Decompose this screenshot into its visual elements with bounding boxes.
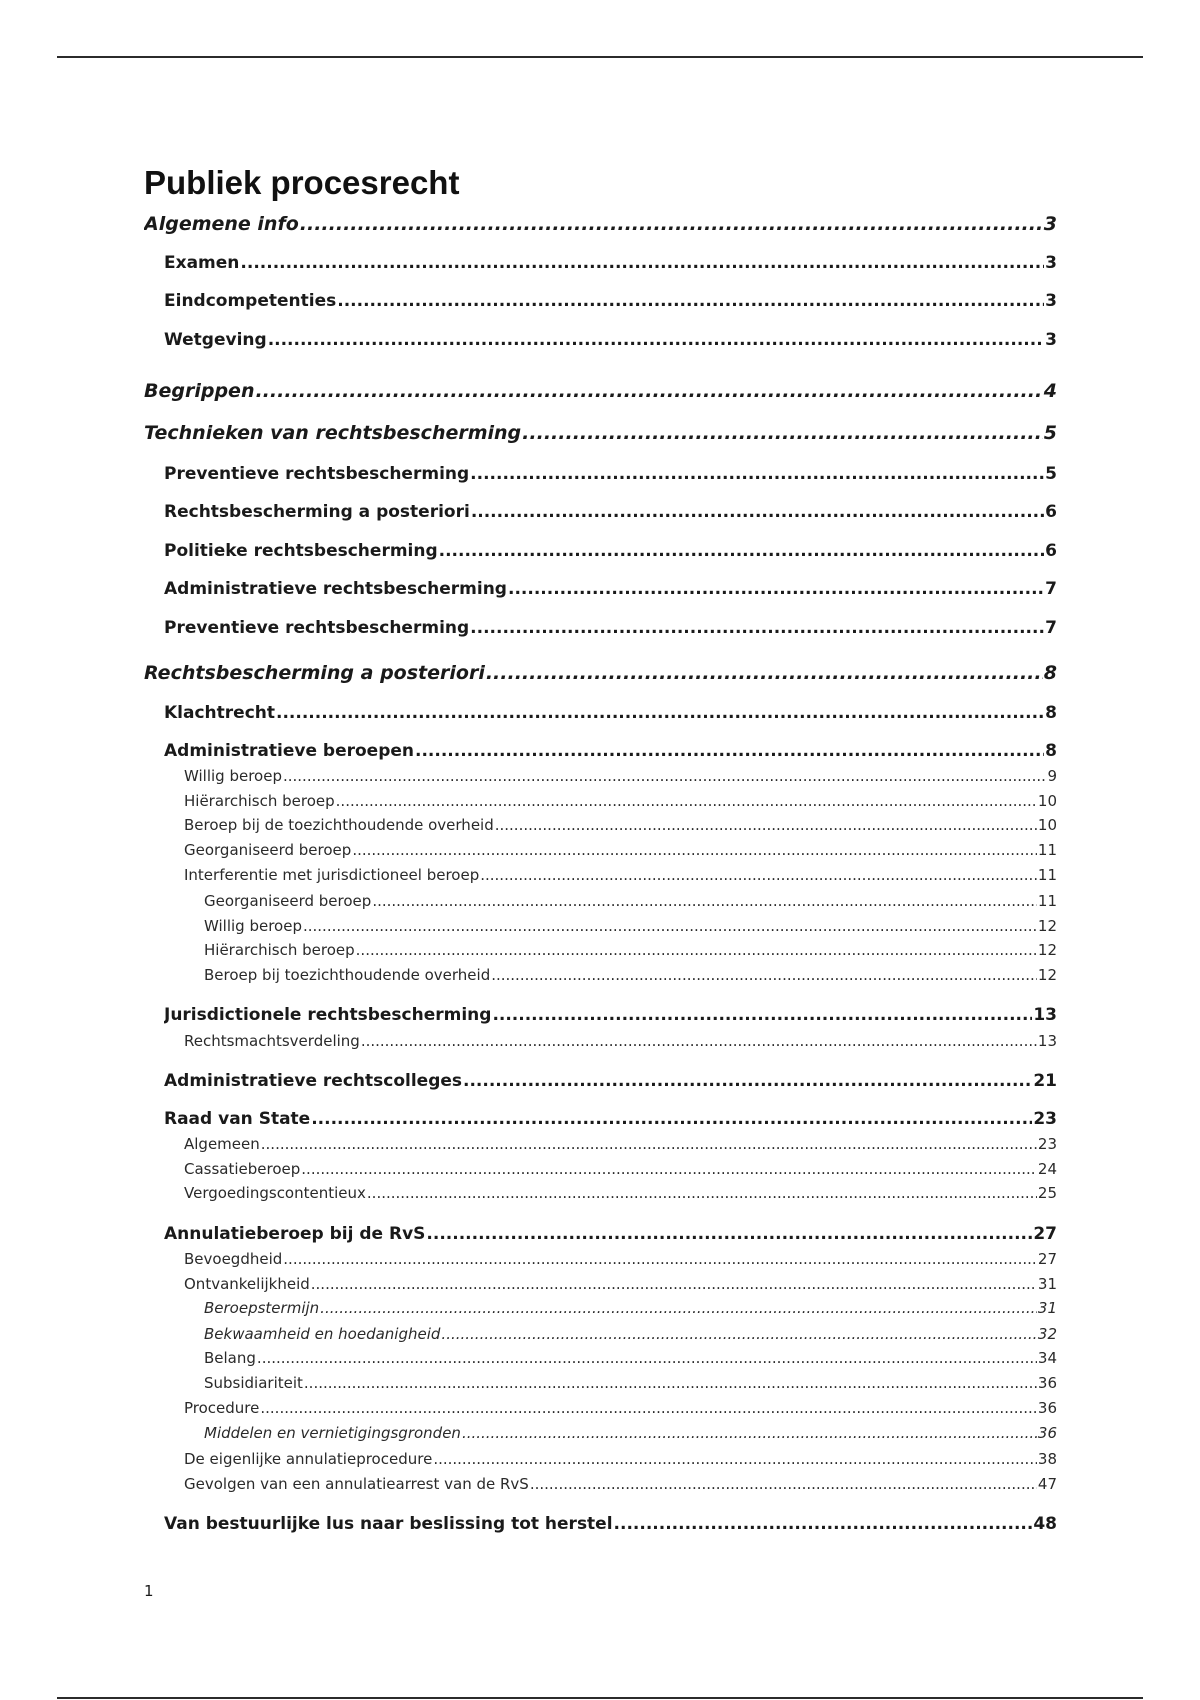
toc-entry-page: 12 (1037, 941, 1057, 959)
toc-dot-leader (240, 252, 1044, 274)
toc-entry-title: Willig beroep (184, 767, 282, 785)
toc-entry[interactable] (144, 661, 1057, 685)
toc-entry-page: 7 (1045, 579, 1057, 599)
toc-entry-page: 24 (1037, 1160, 1057, 1178)
toc-dot-leader (261, 1135, 1037, 1154)
toc-entry-title: Hiërarchisch beroep (204, 941, 355, 959)
toc-dot-leader (614, 1513, 1033, 1535)
toc-entry-title: Begrippen (144, 380, 255, 402)
toc-dot-leader (361, 1032, 1037, 1051)
toc-entry-page: 8 (1045, 741, 1057, 761)
toc-entry-page: 11 (1037, 841, 1057, 859)
toc-entry[interactable] (204, 1424, 1057, 1443)
toc-entry[interactable] (184, 1184, 1057, 1203)
toc-entry-page: 8 (1043, 662, 1057, 684)
toc-entry[interactable] (164, 578, 1057, 600)
toc-entry-title: Bekwaamheid en hoedanigheid (204, 1325, 441, 1343)
toc-dot-leader (463, 1070, 1032, 1092)
toc-entry-title: Procedure (184, 1399, 260, 1417)
toc-entry[interactable] (164, 702, 1057, 724)
toc-entry[interactable] (144, 379, 1057, 403)
toc-entry-title: Georganiseerd beroep (204, 892, 372, 910)
toc-entry-page: 36 (1037, 1424, 1057, 1442)
toc-entry-title: Preventieve rechtsbescherming (164, 618, 470, 638)
toc-entry-title: Beroepstermijn (204, 1299, 320, 1317)
toc-entry[interactable] (184, 792, 1057, 811)
toc-entry-page: 34 (1037, 1349, 1057, 1367)
toc-entry-page: 27 (1033, 1224, 1057, 1244)
toc-dot-leader (268, 329, 1044, 351)
toc-entry[interactable] (164, 1108, 1057, 1130)
toc-dot-leader (372, 892, 1037, 911)
toc-entry-title: Eindcompetenties (164, 291, 337, 311)
toc-entry-title: Administratieve rechtsbescherming (164, 579, 507, 599)
toc-entry[interactable] (164, 252, 1057, 274)
toc-entry-page: 7 (1045, 618, 1057, 638)
toc-entry[interactable] (204, 1349, 1057, 1368)
toc-entry-page: 3 (1045, 291, 1057, 311)
toc-entry[interactable] (144, 421, 1057, 445)
toc-dot-leader (257, 1349, 1037, 1368)
toc-dot-leader (415, 740, 1044, 762)
toc-dot-leader (439, 540, 1045, 562)
toc-entry-page: 25 (1037, 1184, 1057, 1202)
toc-entry[interactable] (164, 1070, 1057, 1092)
toc-entry-page: 23 (1033, 1109, 1057, 1129)
toc-entry[interactable] (164, 290, 1057, 312)
toc-dot-leader (337, 290, 1044, 312)
toc-entry[interactable] (164, 1223, 1057, 1245)
toc-entry-page: 36 (1037, 1399, 1057, 1417)
toc-dot-leader (320, 1299, 1037, 1318)
toc-entry[interactable] (204, 1325, 1057, 1344)
toc-dot-leader (471, 501, 1044, 523)
page-number: 1 (144, 1582, 154, 1600)
toc-entry-page: 31 (1037, 1275, 1057, 1293)
toc-entry[interactable] (164, 540, 1057, 562)
toc-dot-leader (356, 941, 1037, 960)
toc-dot-leader (433, 1450, 1037, 1469)
toc-dot-leader (470, 617, 1044, 639)
toc-entry-page: 21 (1033, 1071, 1057, 1091)
page-title: Publiek procesrecht (144, 164, 460, 201)
toc-dot-leader (530, 1475, 1037, 1494)
toc-entry-title: Algemene info (144, 213, 299, 235)
toc-dot-leader (367, 1184, 1037, 1203)
toc-dot-leader (301, 1160, 1037, 1179)
toc-dot-leader (495, 816, 1037, 835)
toc-entry-page: 47 (1037, 1475, 1057, 1493)
toc-dot-leader (276, 702, 1044, 724)
toc-entry-title: Subsidiariteit (204, 1374, 303, 1392)
toc-entry[interactable] (204, 917, 1057, 936)
toc-entry-page: 31 (1037, 1299, 1057, 1317)
toc-dot-leader (260, 1399, 1037, 1418)
toc-entry[interactable] (184, 1160, 1057, 1179)
toc-dot-leader (303, 917, 1037, 936)
toc-entry[interactable] (204, 892, 1057, 911)
toc-entry-page: 38 (1037, 1450, 1057, 1468)
toc-entry-title: Jurisdictionele rechtsbescherming (164, 1005, 492, 1025)
toc-entry[interactable] (184, 816, 1057, 835)
toc-entry[interactable] (164, 1004, 1057, 1026)
toc-entry-title: Beroep bij toezichthoudende overheid (204, 966, 491, 984)
toc-entry-title: De eigenlijke annulatieprocedure (184, 1450, 433, 1468)
toc-entry-title: Politieke rechtsbescherming (164, 541, 438, 561)
toc-entry-title: Bevoegdheid (184, 1250, 283, 1268)
toc-entry[interactable] (184, 1250, 1057, 1269)
toc-entry-title: Cassatieberoep (184, 1160, 301, 1178)
toc-dot-leader (283, 1250, 1037, 1269)
toc-entry-page: 10 (1037, 816, 1057, 834)
toc-entry-page: 5 (1045, 464, 1057, 484)
toc-dot-leader (352, 841, 1037, 860)
toc-entry[interactable] (164, 463, 1057, 485)
toc-entry-page: 32 (1037, 1325, 1057, 1343)
toc-entry-page: 12 (1037, 917, 1057, 935)
toc-entry-page: 8 (1045, 703, 1057, 723)
toc-entry[interactable] (184, 1032, 1057, 1051)
toc-entry-title: Rechtsmachtsverdeling (184, 1032, 360, 1050)
toc-entry[interactable] (184, 866, 1057, 885)
toc-entry[interactable] (184, 1275, 1057, 1294)
toc-entry-page: 11 (1037, 866, 1057, 884)
toc-dot-leader (480, 866, 1037, 885)
toc-entry-page: 6 (1045, 541, 1057, 561)
toc-entry-page: 10 (1037, 792, 1057, 810)
toc-entry[interactable] (204, 941, 1057, 960)
toc-dot-leader (255, 379, 1042, 403)
toc-dot-leader (492, 1004, 1032, 1026)
toc-entry-page: 27 (1037, 1250, 1057, 1268)
toc-dot-leader (426, 1223, 1032, 1245)
toc-entry[interactable] (204, 1374, 1057, 1393)
toc-dot-leader (522, 421, 1043, 445)
toc-entry-title: Georganiseerd beroep (184, 841, 352, 859)
toc-entry[interactable] (144, 212, 1057, 236)
toc-entry-page: 9 (1047, 767, 1057, 785)
toc-entry-page: 13 (1033, 1005, 1057, 1025)
toc-dot-leader (300, 212, 1043, 236)
toc-entry-page: 23 (1037, 1135, 1057, 1153)
toc-entry-page: 3 (1043, 213, 1057, 235)
toc-entry[interactable] (164, 501, 1057, 523)
toc-entry-title: Van bestuurlijke lus naar beslissing tot herstel (164, 1514, 613, 1534)
toc-dot-leader (486, 661, 1043, 685)
toc-entry-title: Technieken van rechtsbescherming (144, 422, 522, 444)
footer-rule (57, 1697, 1143, 1699)
toc-entry[interactable] (164, 1513, 1057, 1535)
toc-dot-leader (304, 1374, 1037, 1393)
toc-entry-title: Administratieve rechtscolleges (164, 1071, 463, 1091)
toc-entry[interactable] (184, 1399, 1057, 1418)
toc-entry-title: Vergoedingscontentieux (184, 1184, 366, 1202)
toc-entry-page: 4 (1043, 380, 1057, 402)
toc-entry-title: Hiërarchisch beroep (184, 792, 335, 810)
toc-dot-leader (508, 578, 1044, 600)
toc-entry-title: Ontvankelijkheid (184, 1275, 310, 1293)
toc-dot-leader (441, 1325, 1036, 1344)
toc-entry-title: Annulatieberoep bij de RvS (164, 1224, 426, 1244)
toc-entry-title: Belang (204, 1349, 256, 1367)
toc-entry-page: 48 (1033, 1514, 1057, 1534)
toc-entry[interactable] (184, 767, 1057, 786)
toc-dot-leader (462, 1424, 1037, 1443)
toc-entry-title: Algemeen (184, 1135, 260, 1153)
toc-entry[interactable] (204, 1299, 1057, 1318)
toc-entry-title: Administratieve beroepen (164, 741, 415, 761)
toc-entry-title: Beroep bij de toezichthoudende overheid (184, 816, 494, 834)
toc-entry-title: Examen (164, 253, 240, 273)
toc-dot-leader (336, 792, 1037, 811)
toc-entry-title: Interferentie met jurisdictioneel beroep (184, 866, 480, 884)
toc-entry-title: Raad van State (164, 1109, 311, 1129)
toc-entry-page: 13 (1037, 1032, 1057, 1050)
toc-entry[interactable] (184, 841, 1057, 860)
toc-entry-title: Rechtsbescherming a posteriori (144, 662, 485, 684)
toc-dot-leader (470, 463, 1044, 485)
toc-entry-page: 12 (1037, 966, 1057, 984)
toc-entry-title: Willig beroep (204, 917, 302, 935)
toc-dot-leader (311, 1108, 1032, 1130)
toc-entry-title: Rechtsbescherming a posteriori (164, 502, 470, 522)
toc-dot-leader (311, 1275, 1037, 1294)
toc-entry-page: 36 (1037, 1374, 1057, 1392)
toc-entry-page: 6 (1045, 502, 1057, 522)
toc-entry-title: Middelen en vernietigingsgronden (204, 1424, 461, 1442)
toc-entry-title: Klachtrecht (164, 703, 275, 723)
toc-entry[interactable] (184, 1135, 1057, 1154)
toc-entry-page: 5 (1043, 422, 1057, 444)
toc-entry[interactable] (184, 1450, 1057, 1469)
toc-dot-leader (491, 966, 1037, 985)
toc-entry-page: 3 (1045, 253, 1057, 273)
toc-entry-title: Preventieve rechtsbescherming (164, 464, 470, 484)
toc-entry[interactable] (164, 740, 1057, 762)
toc-entry[interactable] (204, 966, 1057, 985)
toc-entry-title: Gevolgen van een annulatiearrest van de RvS (184, 1475, 529, 1493)
toc-entry[interactable] (184, 1475, 1057, 1494)
toc-entry-page: 3 (1045, 330, 1057, 350)
toc-entry[interactable] (164, 617, 1057, 639)
toc-entry[interactable] (164, 329, 1057, 351)
toc-entry-page: 11 (1037, 892, 1057, 910)
toc-entry-title: Wetgeving (164, 330, 267, 350)
toc-dot-leader (283, 767, 1046, 786)
